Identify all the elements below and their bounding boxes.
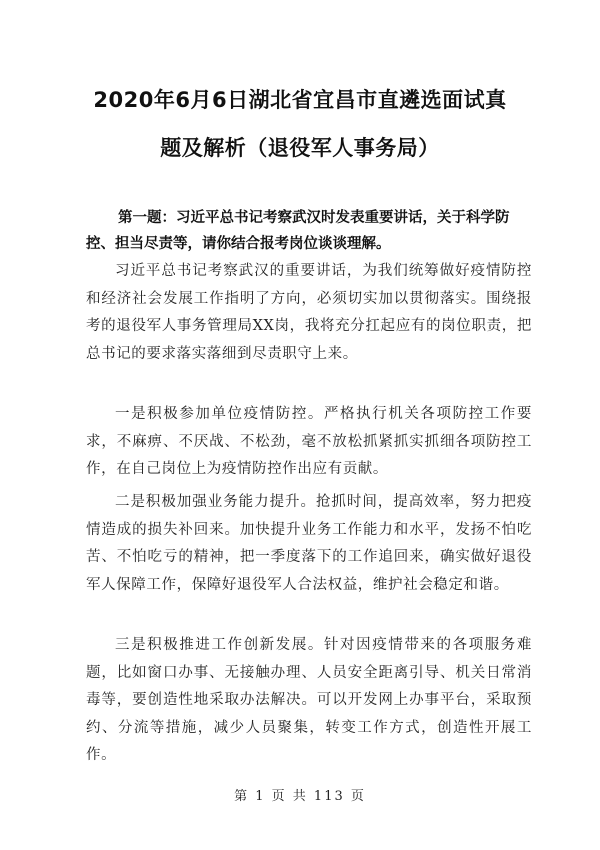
question-heading: 第一题：习近平总书记考察武汉时发表重要讲话，关于科学防控、担当尽责等，请你结合报考岗位谈谈理解。	[86, 210, 510, 252]
page-title	[60, 76, 540, 172]
paragraph-4: 三是积极推进工作创新发展。针对因疫情带来的各项服务难题，比如窗口办事、无接触办理、人员安全距离引导、机关日常消毒等，要创造性地采取办法解决。可以开发网上办事平台，采取预约、分流等措施，减少人员聚集，转变工作方式，创造性开展工作。	[86, 637, 532, 763]
page-footer: 第 1 页 共 113 页	[234, 789, 366, 804]
title-line-1: 2020年6月6日湖北省宜昌市直遴选面试真	[93, 88, 507, 112]
paragraph-3: 二是积极加强业务能力提升。抢抓时间，提高效率，努力把疫情造成的损失补回来。加快提升业务工作能力和水平，发扬不怕吃苦、不怕吃亏的精神，把一季度落下的工作追回来，确实做好退役军人保障工作，保障好退役军人合法权益，维护社会稳定和谐。	[86, 494, 532, 593]
paragraph-2: 一是积极参加单位疫情防控。严格执行机关各项防控工作要求，不麻痹、不厌战、不松劲，毫不放松抓紧抓实抓细各项防控工作，在自己岗位上为疫情防控作出应有贡献。	[86, 406, 532, 477]
paragraph-1: 习近平总书记考察武汉的重要讲话，为我们统筹做好疫情防控和经济社会发展工作指明了方向，必须切实加以贯彻落实。围绕报考的退役军人事务管理局XX岗，我将充分扛起应有的岗位职责，把总书记的要求落实落细到尽责职守上来。	[86, 263, 532, 362]
title-line-2: 题及解析（退役军人事务局）	[160, 136, 440, 160]
